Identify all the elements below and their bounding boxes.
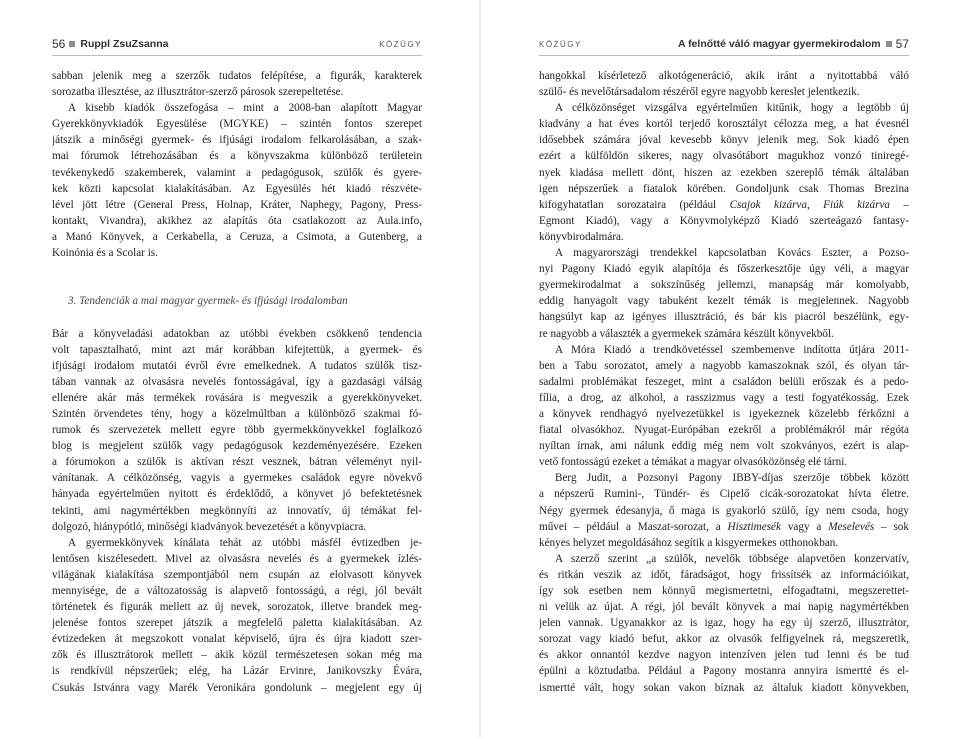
text-line: történetek és figurák mellett az új nevek, sorozatok, illetve brandek meg- [52,601,422,614]
running-head-title: A felnőtté váló magyar gyermekirodalom [677,38,881,50]
text-line: volt tapasztalható, mint azt már korábban kifejtettük, a gyermek- és [52,343,422,356]
text-line: hányada egyértelműen nyitott és érdeklődő, a könyvet jó befektetésnek [52,488,422,501]
text-line: ezért a külföldön sikeres, nagy olvasótábort magukhoz vonzó tiniregé- [539,150,909,163]
text-line: A szerző szerint „a szülők, nevelők többsége alapvetően konzervatív, [555,552,909,565]
text-line: a Manó Könyvek, a Cerkabella, a Ceruza, a Csimota, a Gutenberg, a [52,230,422,243]
text-line: nyek kiadása mellett dönt, hiszen az ezekben szereplő témák általában [539,166,909,179]
text-line: kontakt, Vivandra), akikhez az alapítás óta csatlakozott az Aula.info, [52,214,422,227]
text-line: A magyarországi trendekkel kapcsolatban Kovács Eszter, a Pozso- [555,247,909,260]
text-line: ni velük az újat. A régi, jól bevált könyvek a mai napig nagymértékben [539,601,909,614]
text-line: jelenése fontos szerepet játszik a megfelelő paletta kialakításában. Az [52,617,422,630]
text-line: sorozat vagy kiadó befut, akkor az olvasók felfigyelnek rá, megszeretik, [539,633,909,646]
text-line: szülő- és nevelőtársadalom részéről egyre nagyobb kereslet jelentkezik. [539,86,860,99]
text-line: tevékenykedő szakemberek, valamint a pedagógusok, szülők és gyere- [52,166,422,179]
text-line: gyermekirodalmat a sokszínűség jellemzi, manapság már komolyabb, [539,279,909,292]
header-rule [539,55,909,56]
text-line: Koinónia és a Scolar is. [52,247,158,260]
text-line: is rendkívül népszerűek; elég, ha Lázár Ervinre, Janikovszky Évára, [52,665,422,678]
text-line: és ritkán veszik az időt, fáradságot, hogy frissítsék az információikat, [539,568,909,581]
text-line: épülni a köztudatba. Például a Pagony mostanra annyira ismertté és el- [539,665,909,678]
header-rule [52,55,422,56]
text-line: ifjúsági irodalom mutatói évről évre emelkednek. A tudatos szülők tisz- [52,359,422,372]
text-line: fília, a drog, az alkohol, a rasszizmus vagy a testi fogyatékosság. Ezek [539,391,909,404]
text-line: blog is megjelent szülők vagy pedagógusok kezdeményezésére. Ezeken [52,440,422,453]
text-line: nyíltan írnak, ami nálunk eddig még nem volt szokványos, ezért is alap- [539,440,909,453]
text-line: Gyerekkönyvkiadók Egyesülése (MGYKE) – szintén fontos szerepet [52,118,422,131]
running-head-section: KÖZÜGY [379,39,422,49]
text-line: dolgozó, hiánypótló, minőségi kiadványok bevezetését a könyvpiacra. [52,520,367,533]
right-text-column [539,68,909,696]
text-line: jelen vannak. Ugyanakkor az is igaz, hogy ha egy új szerző, illusztrátor, [539,617,909,630]
text-line: nyi Pagony Kiadó egyik alapítója és főszerkesztője úgy véli, a magyar [539,263,909,276]
text-line: zők és illusztrátorok mellett – akik közül természetesen sokan még ma [52,649,422,662]
text-line: idősebbek számára jóval kevesebb könyv jelenik meg. Sok kiadó épen [539,134,909,147]
text-line: ellenére akár más termékek rovására is megveszik a gyerekkönyveket. [52,391,422,404]
text-line: így sok esetben nem könnyű megismertetni, elfogadtatni, megszerettet- [539,585,909,597]
page-number: 57 [895,37,909,51]
text-line: a népszerű Rumini-, Tündér- és Cipelő cicák-sorozatokat hívta életre. [539,488,909,501]
text-line: ismertté vált, hogy sokan vakon bíznak az általuk kiadott könyvekben, [539,681,909,694]
text-line: világának kialakítása szempontjából nem csupán az elolvasott könyvek [52,568,422,581]
text-line: lentősen kiszélesedett. Mivel az olvasásra nevelés és a gyermekek ízlés- [52,552,422,565]
square-bullet-icon [69,41,75,47]
text-line: rumok és szervezetek mellett egyre több gyermekkönyvekkel foglalkozó [52,424,422,437]
text-line: kiadvány a hat éves kortól terjedő korosztályt célozza meg, a hat évesnél [539,118,909,131]
text-line: művei – például a Maszat-sorozat, a Hisztimesék vagy a Meselevés – sok [539,520,909,533]
running-head-author: Ruppl ZsuZsanna [80,38,169,50]
right-page [481,0,960,738]
text-line: kifogyhatatlan sorozataira (például Csajok kizárva, Fiúk kizárva – [539,198,909,211]
text-line: re nagyobb a választék a gyermekek számára készült könyvekből. [539,327,834,340]
text-line: a könyvek rendhagyó nyelvezetükkel is igyekeznek közelebb férkőzni a [539,407,909,420]
left-text-column [52,68,422,696]
text-line: tában vannak az olvasásra nevelés fontosságával, így a gazdasági válság [52,375,422,388]
text-line: ben a Tabu sorozatot, amely a nagyobb kamaszoknak szól, és olyan tár- [539,359,909,372]
text-line: Négy gyermek édesanyja, ő maga is gyakorló szülő, így nem csoda, hogy [539,504,909,517]
text-line: sadalmi problémákat feszeget, mint a családon belüli erőszak és a pedo- [539,375,909,388]
text-line: Szintén örvendetes tény, hogy a közelmúltban a különböző szakmai fó- [52,407,422,420]
text-line: A kisebb kiadók összefogása – mint a 2008-ban alapított Magyar [68,102,422,115]
text-line: mennyisége, de a változatosság is alapvető fontosságú, a régi, jól bevált [52,585,422,597]
text-line: Egmont Kiadó), vagy a Könyvmolyképző Kiadó szerteágazó fantasy- [539,214,909,227]
text-line: évtizedeken át megszokott vonalat képviselő, újra és újra kiadott szer- [52,633,422,646]
text-line: mai fórumok létrehozásában és a könyvszakma különböző területein [52,150,422,163]
text-line: kényes helyzet megoldásához segítik a kisgyermekes otthonokban. [539,536,839,549]
text-line: eddig hanyagolt vagy tabuként kezelt témák is megjelennek. Nagyobb [539,295,909,308]
text-line: Bár a könyveladási adatokban az utóbbi években csökkenő tendencia [52,327,422,340]
page-number: 56 [52,37,66,51]
text-line: hangokkal kísérletező alkotógeneráció, akik iránt a nyitottabbá váló [539,70,909,82]
text-line: A célközönséget vizsgálva egyértelműen kitűnik, hogy a legtöbb új [555,102,909,115]
text-line: könyvbirodalmára. [539,230,624,243]
text-line: sabban jelenik meg a szerzők tudatos felépítése, a figurák, karakterek [52,70,422,82]
right-page-header [539,36,909,52]
text-line: Csukás Istvánra vagy Marék Veronikára gondolunk – megjelent egy új [52,681,422,694]
text-line: kek közti kapcsolat kialakításában. Az Egyesülés hét kiadó részvéte- [52,182,422,195]
left-page [0,0,479,738]
text-line: és akkor onnantól kezdve nagyon intenzíven jelen tud lenni és be tud [539,649,909,662]
square-bullet-icon [886,41,892,47]
book-title-emphasis: Meselevés [828,520,875,533]
book-title-emphasis: Csajok kizárva, Fiúk kizárva [729,198,891,211]
running-head-section: KÖZÜGY [539,39,582,49]
text-line: sorozatba illesztése, az illusztrátor-szerző párosok szerepeltetése. [52,86,344,99]
text-line: vető fontosságú ezeket a témákat a magyar olvasóközönség elé tárni. [539,456,848,469]
text-line: fiatal olvasókhoz. Nyugat-Európában ezekről a problémákról már régóta [539,424,909,437]
text-line: vánítanak. A célközönség, vagyis a gyermekes családok egyre növekvő [52,472,422,485]
text-line: Berg Judit, a Pozsonyi Pagony IBBY-díjas szerzője többek között [555,472,909,485]
left-page-header [52,36,422,52]
text-line: hangsúlyt kap az igényes illusztráció, és bár kis piacról beszélünk, egy- [539,311,909,324]
text-line: A gyermekkönyvek kínálata tehát az utóbbi másfél évtizedben je- [68,536,422,549]
text-line: igen népszerűek a fiatalok körében. Gondoljunk csak Thomas Brezina [539,182,909,195]
text-line: A Móra Kiadó a trendkövetéssel szembemenve indította útjára 2011- [555,343,909,356]
text-line: a fórumokon a szülők is aktívan részt vesznek, bátran véleményt nyil- [52,456,422,469]
section-heading: 3. Tendenciák a mai magyar gyermek- és ifjúsági irodalomban [68,295,348,308]
text-line: tekinti, ami nagymértékben megkönnyíti az innovatív, új témákat fel- [52,504,422,517]
book-title-emphasis: Hisztimesék [727,520,781,533]
text-line: lével jött létre (General Press, Holnap, Kráter, Naphegy, Pagony, Press- [52,198,422,211]
text-line: játszik a minőségi gyermek- és ifjúsági irodalom felkarolásában, a szak- [52,134,422,147]
